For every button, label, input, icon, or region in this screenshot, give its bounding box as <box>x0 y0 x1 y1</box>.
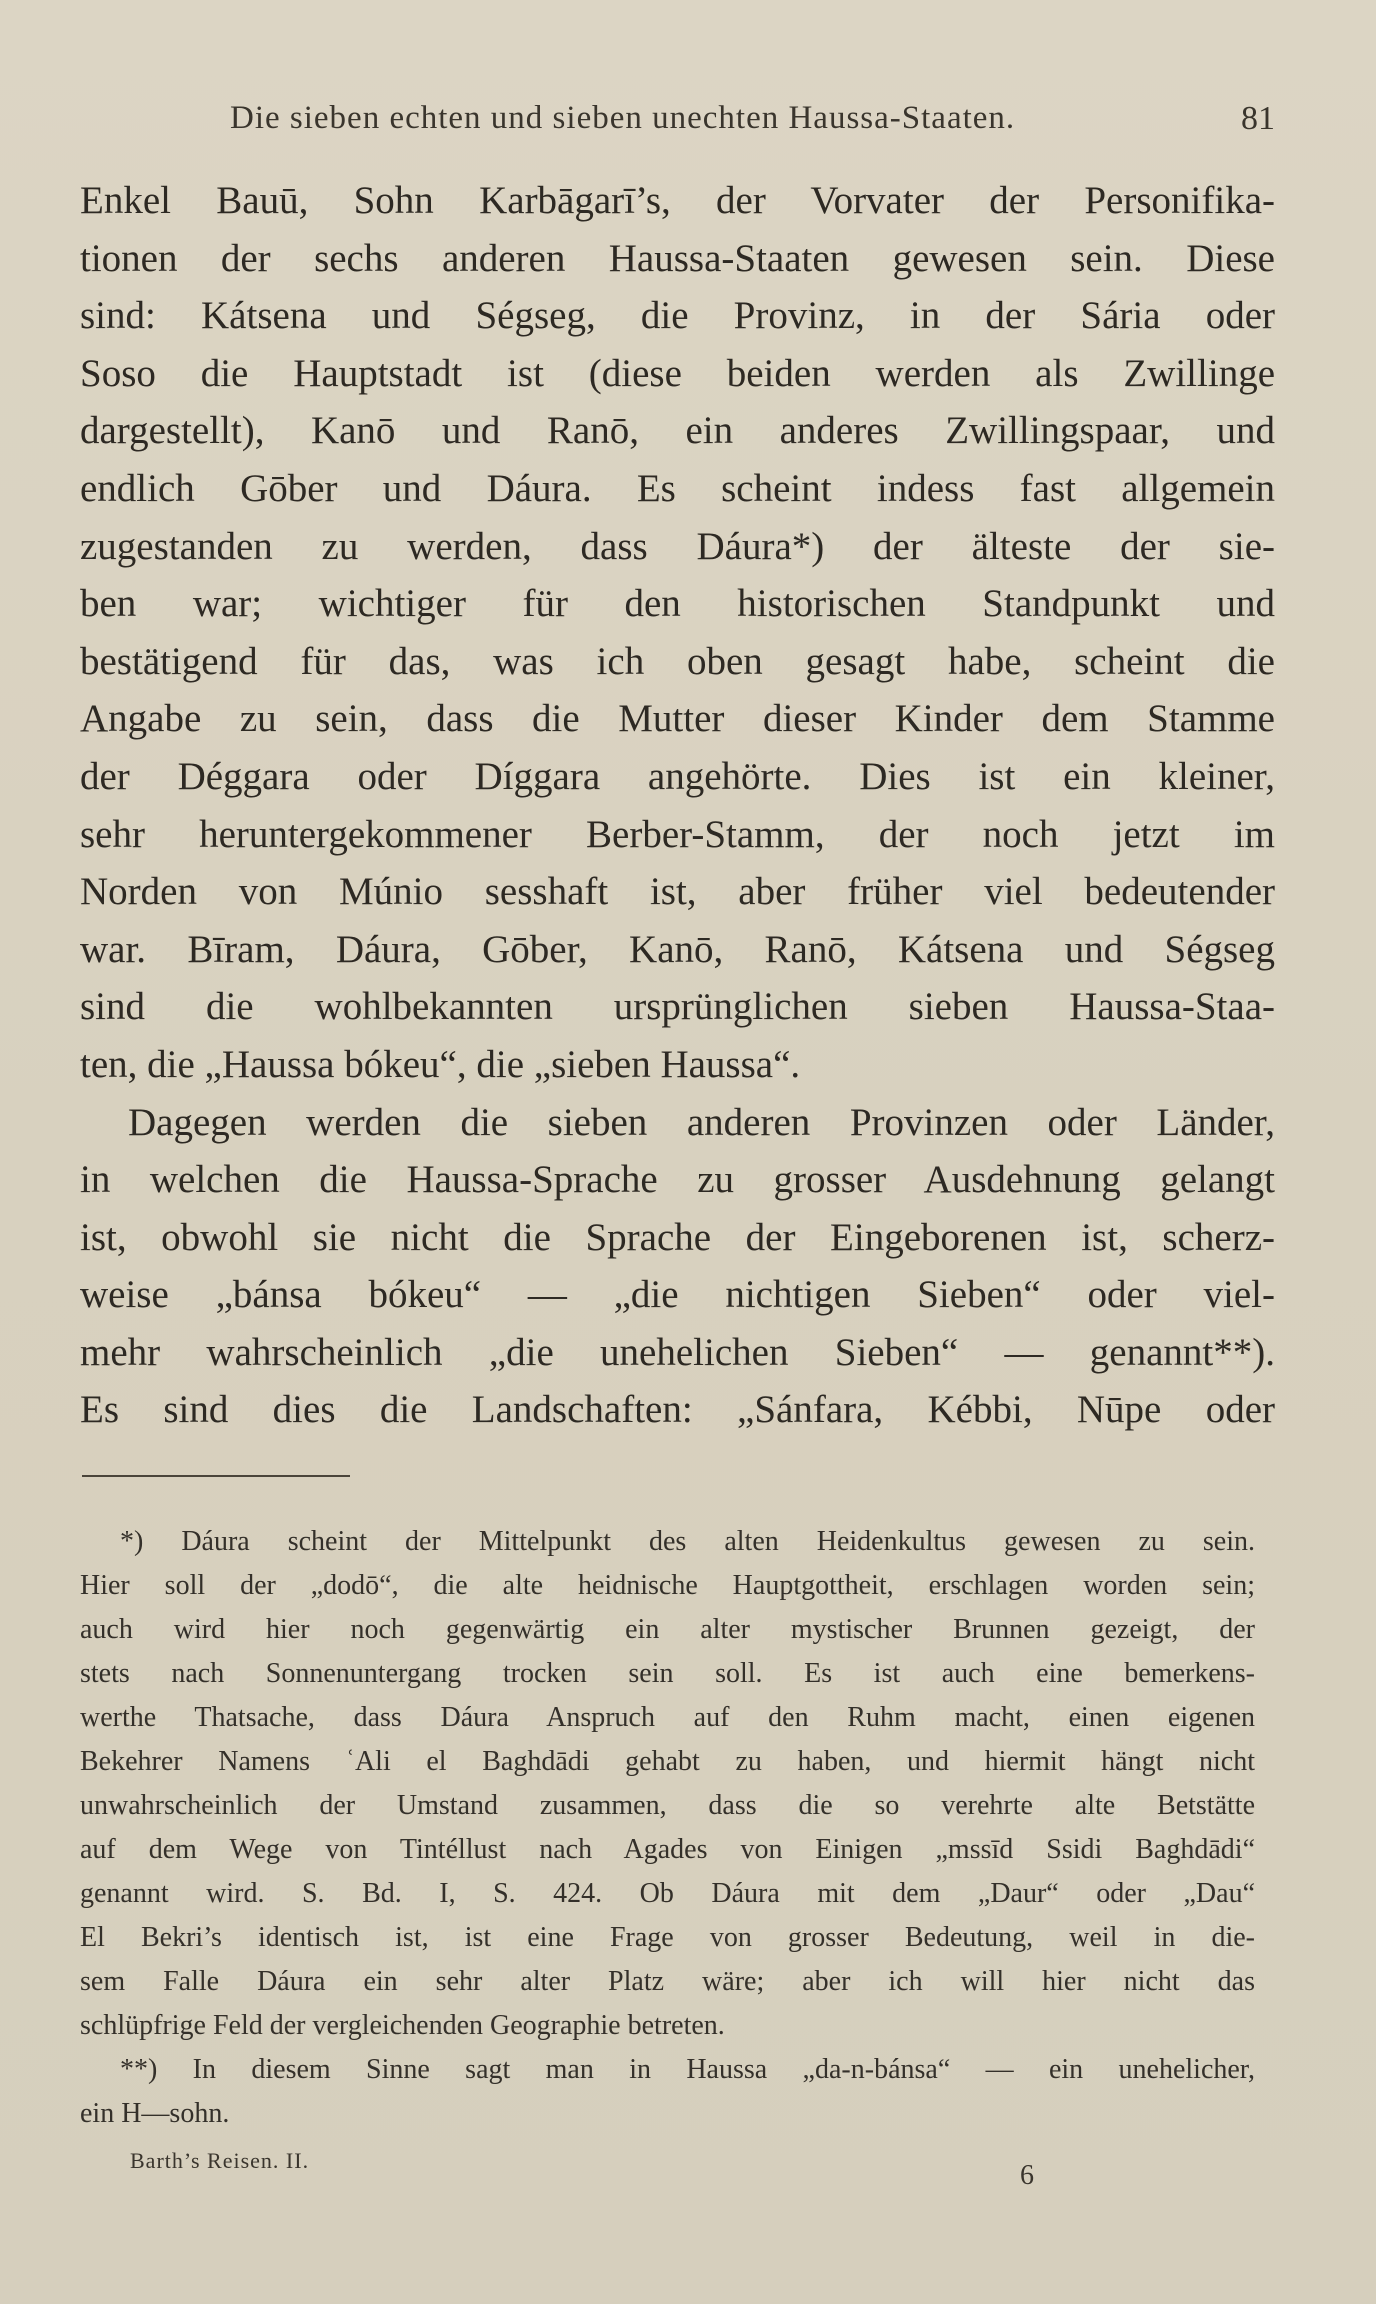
text-line: sehr heruntergekommener Berber-Stamm, der noch jetzt im <box>80 812 1275 856</box>
text-line: endlich Gōber und Dáura. Es scheint indess fast allgemein <box>80 466 1275 510</box>
text-line: zugestanden zu werden, dass Dáura*) der älteste der sie- <box>80 524 1275 568</box>
footnote-line: sem Falle Dáura ein sehr alter Platz wäre; aber ich will hier nicht das <box>80 1966 1255 1997</box>
text-line: Enkel Bauū, Sohn Karbāgarī’s, der Vorvater der Personifika- <box>80 179 1275 222</box>
main-text <box>80 172 1275 1439</box>
text-line: der Déggara oder Díggara angehörte. Dies ist ein kleiner, <box>80 754 1275 798</box>
footnote-start-line: *) Dáura scheint der Mittelpunkt des alten Heidenkultus gewesen zu sein. <box>120 1526 1255 1557</box>
paragraph-end-line: ten, die „Haussa bókeu“, die „sieben Haussa“. <box>80 1042 801 1086</box>
text-line: war. Bīram, Dáura, Gōber, Kanō, Ranō, Kátsena und Ségseg <box>80 927 1275 971</box>
footnote-line: El Bekri’s identisch ist, ist eine Frage von grosser Bedeutung, weil in die- <box>80 1922 1255 1953</box>
footnote-end-line: schlüpfrige Feld der vergleichenden Geographie betreten. <box>80 2010 725 2041</box>
page-number: 81 <box>1241 100 1275 137</box>
text-line: sind die wohlbekannten ursprünglichen sieben Haussa-Staa- <box>80 985 1275 1029</box>
text-line: Es sind dies die Landschaften: „Sánfara, Kébbi, Nūpe oder <box>80 1388 1275 1432</box>
running-title: Die sieben echten und sieben unechten Haussa-Staaten. <box>230 100 1016 136</box>
signature-mark: 6 <box>1020 2160 1034 2191</box>
text-line: ben war; wichtiger für den historischen Standpunkt und <box>80 582 1275 626</box>
footnote-start-line: **) In diesem Sinne sagt man in Haussa „da-n-bánsa“ — ein unehelicher, <box>120 2054 1255 2085</box>
text-line: bestätigend für das, was ich oben gesagt habe, scheint die <box>80 639 1275 683</box>
footnote-line: auch wird hier noch gegenwärtig ein alter mystischer Brunnen gezeigt, der <box>80 1614 1255 1645</box>
footnote-line: Bekehrer Namens ʿAli el Baghdādi gehabt zu haben, und hiermit hängt nicht <box>80 1746 1255 1777</box>
footnote-line: auf dem Wege von Tintéllust nach Agades von Einigen „mssīd Ssidi Baghdādi“ <box>80 1834 1255 1865</box>
text-line: mehr wahrscheinlich „die unehelichen Sieben“ — genannt**). <box>80 1330 1275 1374</box>
text-line: Norden von Múnio sesshaft ist, aber früher viel bedeutender <box>80 870 1275 914</box>
footnote-line: genannt wird. S. Bd. I, S. 424. Ob Dáura mit dem „Daur“ oder „Dau“ <box>80 1878 1255 1909</box>
text-line: sind: Kátsena und Ségseg, die Provinz, in der Sária oder <box>80 294 1275 338</box>
text-line: weise „bánsa bókeu“ — „die nichtigen Sieben“ oder viel- <box>80 1273 1275 1317</box>
footnote-rule <box>82 1475 350 1477</box>
printer-signature: Barth’s Reisen. II. <box>130 2148 310 2173</box>
text-line: dargestellt), Kanō und Ranō, ein anderes Zwillingspaar, und <box>80 409 1275 453</box>
footnote-line: werthe Thatsache, dass Dáura Anspruch auf den Ruhm macht, einen eigenen <box>80 1702 1255 1733</box>
running-head <box>80 100 1275 150</box>
footnote-line: Hier soll der „dodō“, die alte heidnische Hauptgottheit, erschlagen worden sein; <box>80 1570 1255 1601</box>
footnote-end-line: ein H—sohn. <box>80 2098 230 2129</box>
footnotes <box>80 1520 1255 2136</box>
footnote-line: stets nach Sonnenuntergang trocken sein soll. Es ist auch eine bemerkens- <box>80 1658 1255 1689</box>
text-line: in welchen die Haussa-Sprache zu grosser Ausdehnung gelangt <box>80 1158 1275 1202</box>
text-line: ist, obwohl sie nicht die Sprache der Eingeborenen ist, scherz- <box>80 1215 1275 1259</box>
footnote-line: unwahrscheinlich der Umstand zusammen, dass die so verehrte alte Betstätte <box>80 1790 1255 1821</box>
text-line: tionen der sechs anderen Haussa-Staaten gewesen sein. Diese <box>80 236 1275 280</box>
paragraph-start-line: Dagegen werden die sieben anderen Provinzen oder Länder, <box>128 1100 1275 1144</box>
text-line: Soso die Hauptstadt ist (diese beiden werden als Zwillinge <box>80 351 1275 395</box>
text-line: Angabe zu sein, dass die Mutter dieser Kinder dem Stamme <box>80 697 1275 741</box>
